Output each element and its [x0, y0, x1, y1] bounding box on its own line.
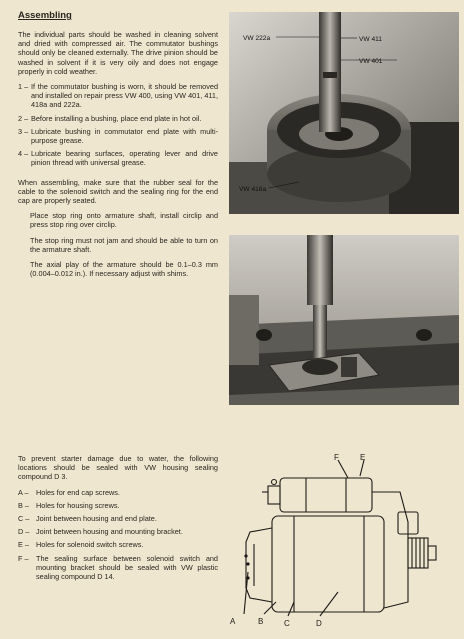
label-e: E	[360, 453, 366, 462]
press-photo-bottom	[229, 235, 459, 405]
label-c: C	[284, 619, 290, 628]
sealing-column	[18, 454, 218, 585]
label-vw401: VW 401	[359, 58, 383, 65]
press-photo-top	[229, 12, 459, 214]
housing-shape	[272, 516, 384, 612]
step-item: 3 – Lubricate bushing in commutator end plate with multi-purpose grease.	[18, 126, 218, 146]
location-item: D – Joint between housing and mounting bracket.	[18, 527, 183, 537]
step-item: 2 – Before installing a bushing, place end plate in hot oil.	[18, 113, 202, 123]
press-photo-top-callouts	[229, 12, 459, 214]
solenoid-shape	[280, 478, 372, 512]
starter-diagram-drawing	[228, 452, 460, 630]
sealing-intro: To prevent starter damage due to water, the following locations should be sealed with VW housing sealing compound D 3.	[18, 454, 218, 482]
locations-list	[18, 488, 218, 582]
label-a: A	[230, 617, 236, 626]
assembling-paragraph: When assembling, make sure that the rubber seal for the cable to the solenoid switch and the sealing ring for the end cap are properly seated.	[18, 177, 218, 206]
location-item: B – Holes for housing screws.	[18, 500, 120, 510]
starter-diagram	[228, 452, 460, 630]
steps-list	[18, 82, 218, 168]
press-photo-bottom-illustration	[229, 235, 459, 405]
location-item: C – Joint between housing and end plate.	[18, 514, 157, 524]
step-item: 4 – Lubricate bearing surfaces, operating lever and drive pinion thread with universal grease.	[18, 149, 218, 168]
indented-paragraph: The axial play of the armature should be 0.1–0.3 mm (0.004–0.012 in.). If necessary adjust with shims.	[30, 260, 218, 279]
intro-paragraph: The individual parts should be washed in cleaning solvent and dried with compressed air. The commutator bushings should only be cleaned externally. The drive pinion should be washed in solvent if it is very oily and does not engage properly in cold weather.	[18, 30, 218, 76]
label-vw411: VW 411	[359, 36, 382, 43]
step-item: 1 – If the commutator bushing is worn, it should be removed and installed on repair press VW 400, using VW 401, 411, 418a and 222a.	[18, 82, 218, 110]
label-vw418a: VW 418a	[239, 186, 267, 193]
label-d: D	[316, 619, 322, 628]
location-item: A – Holes for end cap screws.	[18, 487, 120, 497]
label-vw222a: VW 222a	[243, 35, 271, 42]
location-item: E – Holes for solenoid switch screws.	[18, 540, 144, 550]
instructions-column	[18, 30, 218, 284]
indented-paragraph: Place stop ring onto armature shaft, install circlip and press stop ring over circlip.	[30, 211, 218, 230]
label-b: B	[258, 617, 264, 626]
indented-paragraph: The stop ring must not jam and should be able to turn on the armature shaft.	[30, 235, 218, 254]
section-heading: Assembling	[18, 10, 72, 21]
label-f: F	[334, 453, 339, 462]
location-item: F – The sealing surface between solenoid switch and mounting bracket should be sealed with VW plastic sealing compound D 14.	[18, 553, 218, 582]
